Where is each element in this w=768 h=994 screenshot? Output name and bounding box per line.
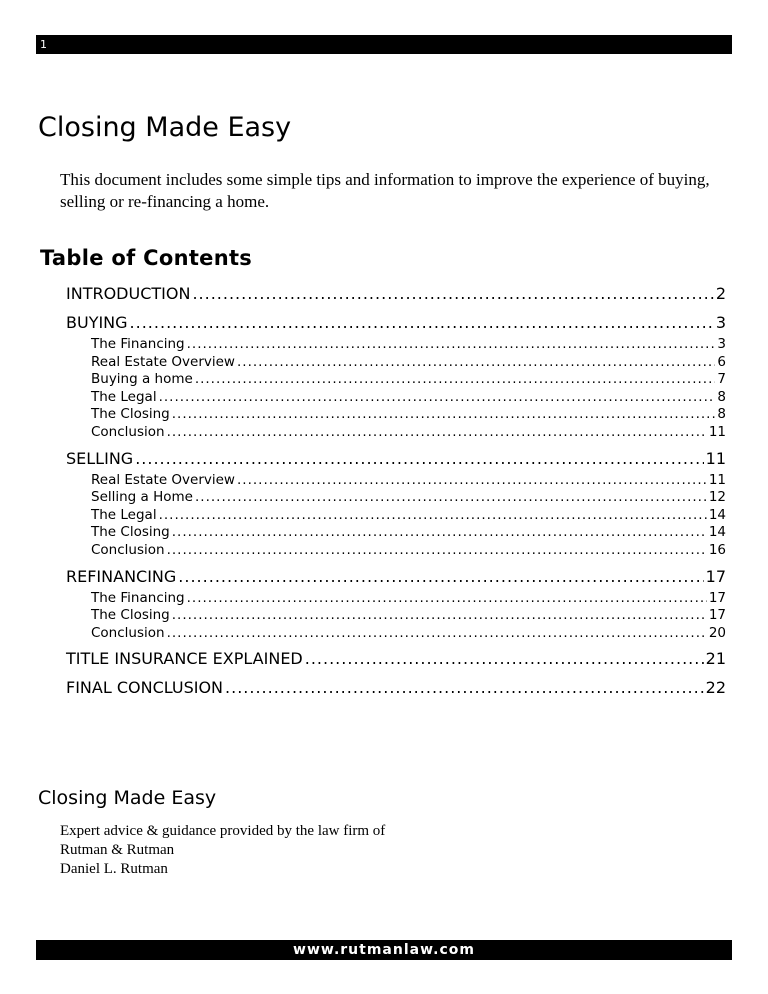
toc-subsection[interactable] — [91, 406, 726, 424]
toc-entry-page: 3 — [717, 336, 726, 352]
toc-subsection[interactable] — [91, 625, 726, 643]
table-of-contents — [66, 282, 726, 700]
toc-entry-page: 20 — [708, 624, 726, 641]
credit-line: Rutman & Rutman — [60, 842, 175, 858]
dot-leader — [167, 542, 707, 560]
toc-entry-label: FINAL CONCLUSION — [66, 678, 224, 698]
toc-subsection[interactable] — [91, 489, 726, 507]
toc-entry-page: 11 — [708, 471, 726, 488]
dot-leader — [192, 282, 713, 306]
toc-subsection[interactable] — [91, 371, 726, 389]
website-link[interactable]: www.rutmanlaw.com — [293, 942, 475, 958]
dot-leader — [225, 676, 704, 700]
toc-entry-label: BUYING — [66, 313, 128, 332]
toc-entry-label: The Legal — [91, 388, 157, 405]
toc-subsection[interactable] — [91, 542, 726, 560]
toc-entry-page: 14 — [708, 524, 726, 541]
toc-entry-page: 14 — [708, 506, 726, 523]
dot-leader — [159, 507, 707, 525]
intro-paragraph: This document includes some simple tips and information to improve the experience of buying, selling or re-financing a home. — [60, 170, 710, 211]
toc-entry-label: Real Estate Overview — [91, 471, 235, 488]
credit-line: Expert advice & guidance provided by the law firm of — [60, 823, 386, 839]
toc-entry-label: The Financing — [91, 336, 185, 352]
toc-entry-label: Real Estate Overview — [91, 353, 235, 370]
toc-subsection[interactable] — [91, 524, 726, 542]
toc-entry-page: 11 — [708, 423, 726, 440]
dot-leader — [159, 389, 716, 407]
toc-entry-label: TITLE INSURANCE EXPLAINED — [66, 649, 303, 669]
toc-subsection[interactable] — [91, 389, 726, 407]
toc-subsection[interactable] — [91, 472, 726, 490]
toc-entry-label: REFINANCING — [66, 566, 177, 586]
toc-entry-page: 17 — [705, 566, 726, 586]
toc-entry-page: 17 — [708, 589, 726, 606]
toc-entry-page: 16 — [708, 541, 726, 558]
toc-entry-page: 11 — [705, 448, 726, 468]
toc-subsection[interactable] — [91, 607, 726, 625]
toc-entry-page: 8 — [717, 388, 726, 405]
toc-entry-page: 22 — [705, 678, 726, 698]
dot-leader — [237, 472, 707, 490]
dot-leader — [130, 311, 714, 335]
dot-leader — [195, 489, 707, 507]
toc-subsection[interactable] — [91, 590, 726, 608]
footer-title: Closing Made Easy — [38, 787, 217, 809]
toc-entry-page: 8 — [717, 406, 726, 423]
toc-entry-label: Conclusion — [91, 624, 165, 641]
document-title: Closing Made Easy — [38, 112, 292, 143]
toc-entry-page: 6 — [717, 353, 726, 370]
toc-section[interactable] — [66, 311, 726, 335]
toc-entry-label: The Closing — [91, 406, 170, 423]
dot-leader — [237, 354, 715, 372]
dot-leader — [178, 565, 703, 589]
toc-entry-page: 3 — [715, 313, 726, 332]
dot-leader — [135, 447, 703, 471]
header-bar — [36, 35, 732, 54]
toc-heading: Table of Contents — [40, 246, 253, 270]
toc-section[interactable] — [66, 447, 726, 471]
dot-leader — [195, 371, 716, 389]
toc-subsection[interactable] — [91, 354, 726, 372]
toc-subsection-list — [66, 472, 726, 560]
toc-entry-label: Conclusion — [91, 541, 165, 558]
dot-leader — [187, 590, 707, 608]
toc-entry-label: The Closing — [91, 524, 170, 541]
toc-entry-label: Buying a home — [91, 371, 193, 388]
footer-bar — [36, 940, 732, 960]
toc-entry-label: INTRODUCTION — [66, 284, 191, 303]
toc-subsection-list — [66, 336, 726, 442]
dot-leader — [172, 524, 707, 542]
toc-entry-page: 21 — [705, 649, 726, 669]
toc-section[interactable] — [66, 282, 726, 306]
toc-entry-page: 7 — [717, 371, 726, 388]
toc-subsection[interactable] — [91, 424, 726, 442]
toc-entry-label: SELLING — [66, 448, 134, 468]
toc-entry-label: Selling a Home — [91, 489, 193, 506]
dot-leader — [167, 625, 707, 643]
toc-section[interactable] — [66, 676, 726, 700]
toc-section[interactable] — [66, 647, 726, 671]
credits — [60, 822, 385, 879]
toc-subsection-list — [66, 590, 726, 643]
toc-entry-label: The Closing — [91, 607, 170, 624]
toc-entry-page: 12 — [708, 489, 726, 506]
dot-leader — [167, 424, 707, 442]
toc-entry-label: The Financing — [91, 589, 185, 606]
page-number: 1 — [40, 38, 47, 51]
toc-entry-page: 2 — [715, 284, 726, 303]
dot-leader — [172, 607, 707, 625]
toc-section[interactable] — [66, 565, 726, 589]
dot-leader — [305, 647, 704, 671]
dot-leader — [172, 406, 716, 424]
toc-entry-label: Conclusion — [91, 423, 165, 440]
dot-leader — [187, 336, 716, 354]
credit-line: Daniel L. Rutman — [60, 861, 168, 877]
toc-subsection[interactable] — [91, 507, 726, 525]
toc-entry-label: The Legal — [91, 506, 157, 523]
toc-subsection[interactable] — [91, 336, 726, 354]
toc-entry-page: 17 — [708, 607, 726, 624]
